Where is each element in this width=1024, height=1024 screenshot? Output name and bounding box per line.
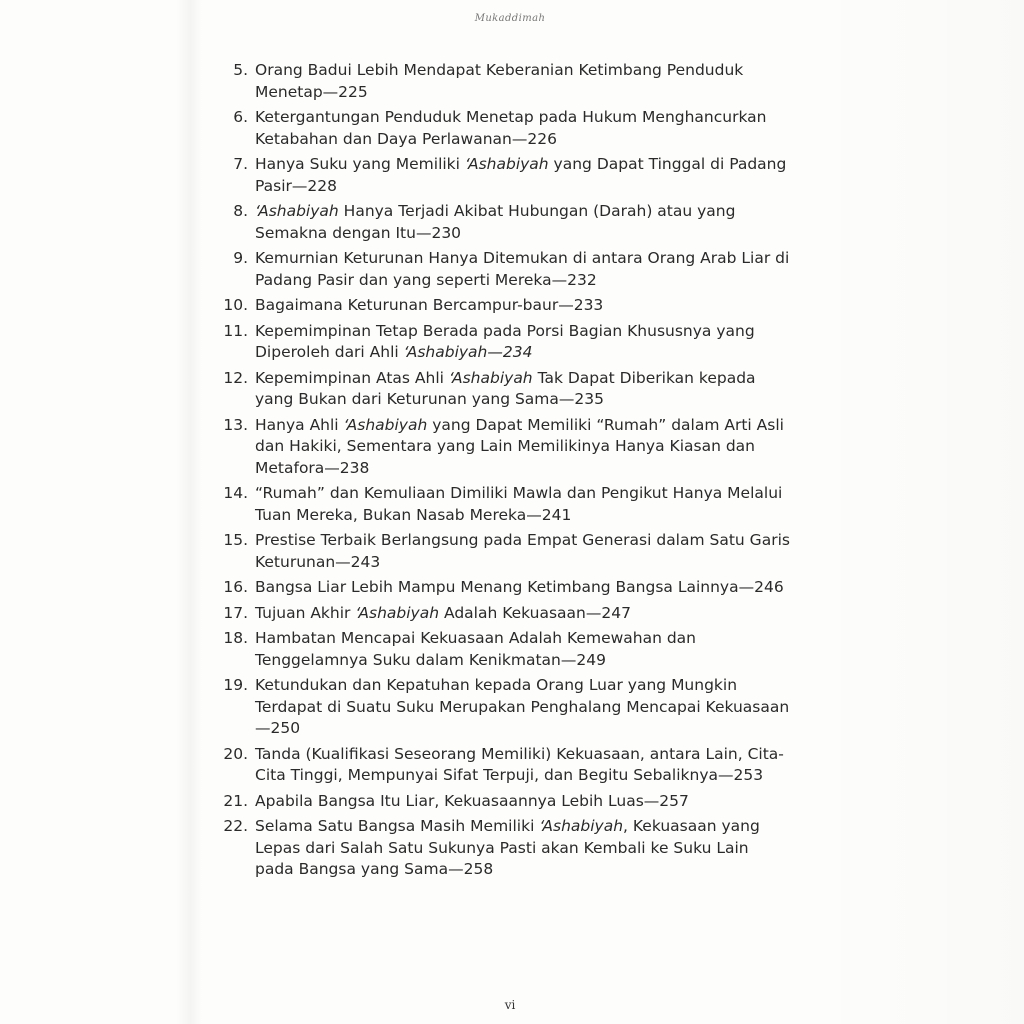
toc-entry: [212, 816, 792, 881]
toc-entry-title: [255, 676, 789, 737]
toc-entry-title: [255, 629, 696, 669]
toc-title-text: Apabila Bangsa Itu Liar, Kekuasaannya Lebih Luas—257: [255, 791, 689, 810]
toc-title-italic-term: ‘Ashabiyah—234: [403, 343, 533, 361]
toc-entry: [212, 154, 792, 197]
toc-entry-number: 16.: [223, 578, 248, 596]
toc-entry-number: 21.: [223, 791, 248, 810]
toc-title-text: Selama Satu Bangsa Masih Memiliki: [255, 817, 540, 835]
toc-entry-title: [255, 792, 689, 810]
toc-entry: [212, 107, 792, 150]
toc-title-text: Hanya Ahli: [255, 415, 344, 434]
toc-entry-title: [255, 61, 743, 101]
toc-entry-number: 10.: [223, 296, 248, 314]
toc-entry-number: 5.: [233, 61, 248, 79]
toc-entry: [212, 483, 792, 526]
toc-title-text: , Kekuasaan yang Lepas dari Salah Satu Sukunya Pasti akan Kembali ke Suku Lain pada Bangsa yang Sama—258: [255, 817, 760, 878]
toc-title-text: Bagaimana Keturunan Bercampur-baur—233: [255, 296, 604, 314]
toc-entry: [212, 60, 792, 103]
toc-entry-title: [255, 817, 760, 878]
toc-entry-number: 7.: [233, 155, 248, 173]
toc-entry-number: 6.: [233, 108, 248, 126]
toc-entry-title: [255, 296, 603, 314]
toc-title-text: Kepemimpinan Atas Ahli: [255, 368, 449, 387]
toc-entry-title: [255, 155, 786, 195]
toc-entry: [212, 248, 792, 291]
toc-entry-number: 22.: [223, 817, 248, 835]
toc-title-text: Bangsa Liar Lebih Mampu Menang Ketimbang Bangsa Lainnya—246: [255, 578, 784, 596]
toc-entry: [212, 675, 792, 740]
toc-entry-title: [255, 484, 782, 524]
toc-title-text: Hanya Suku yang Memiliki: [255, 155, 465, 173]
toc-title-text: Tak Dapat Diberikan kepada yang Bukan dari Keturunan yang Sama—235: [255, 368, 756, 408]
toc-entry: [212, 201, 792, 244]
toc-entry-number: 8.: [233, 202, 248, 220]
toc-entry-title: [255, 202, 735, 242]
toc-entry-title: [255, 108, 767, 148]
toc-entry: [212, 791, 792, 813]
toc-title-text: Ketundukan dan Kepatuhan kepada Orang Luar yang Mungkin Terdapat di Suatu Suku Merupakan Penghalang Mencapai Kekuasaan—250: [255, 676, 790, 737]
toc-entry: [212, 321, 792, 364]
toc-title-text: Orang Badui Lebih Mendapat Keberanian Ketimbang Penduduk Menetap—225: [255, 61, 744, 101]
toc-title-text: yang Dapat Memiliki “Rumah” dalam Arti Asli dan Hakiki, Sementara yang Lain Memilikinya Hanya Kiasan dan Metafora—238: [255, 415, 784, 477]
toc-title-italic-term: ‘Ashabiyah: [464, 155, 549, 173]
toc-entry: [212, 295, 792, 317]
spine-shadow: [176, 0, 202, 1024]
table-of-contents: [212, 60, 792, 885]
toc-entry: [212, 744, 792, 787]
toc-title-text: Tujuan Akhir: [255, 603, 356, 622]
toc-title-text: Kepemimpinan Tetap Berada pada Porsi Bagian Khususnya yang Diperoleh dari Ahli: [255, 321, 755, 361]
running-head: Mukaddimah: [474, 13, 546, 24]
toc-title-italic-term: ‘Ashabiyah: [343, 415, 428, 434]
toc-entry-title: [255, 322, 755, 362]
toc-entry-number: 12.: [223, 368, 248, 387]
page-number: vi: [504, 998, 516, 1012]
toc-title-italic-term: ‘Ashabiyah: [539, 817, 624, 835]
toc-entry: [212, 577, 792, 599]
toc-entry-title: [255, 416, 784, 477]
toc-entry: [212, 368, 792, 411]
toc-title-text: Adalah Kekuasaan—247: [439, 603, 631, 622]
toc-entry-number: 14.: [223, 484, 248, 502]
toc-entry-title: [255, 249, 789, 289]
toc-title-italic-term: ‘Ashabiyah: [448, 368, 533, 387]
toc-title-text: yang Dapat Tinggal di Padang Pasir—228: [255, 155, 787, 195]
toc-title-text: Hanya Terjadi Akibat Hubungan (Darah) atau yang Semakna dengan Itu—230: [255, 202, 736, 242]
toc-title-text: Tanda (Kualifikasi Seseorang Memiliki) Kekuasaan, antara Lain, Cita-Cita Tinggi, Mempunyai Sifat Terpuji, dan Begitu Sebaliknya—253: [255, 744, 784, 784]
toc-title-text: Prestise Terbaik Berlangsung pada Empat Generasi dalam Satu Garis Keturunan—243: [255, 531, 790, 571]
toc-entry-number: 20.: [223, 744, 248, 763]
toc-entry-number: 19.: [223, 676, 248, 694]
toc-entry-title: [255, 531, 790, 571]
toc-title-text: “Rumah” dan Kemuliaan Dimiliki Mawla dan Pengikut Hanya Melalui Tuan Mereka, Bukan Nasab Mereka—241: [255, 484, 783, 524]
toc-entry-title: [255, 604, 631, 622]
toc-entry: [212, 628, 792, 671]
toc-entry-title: [255, 745, 784, 785]
page-edge-shadow: [814, 0, 1024, 1024]
toc-title-text: Ketergantungan Penduduk Menetap pada Hukum Menghancurkan Ketabahan dan Daya Perlawanan—226: [255, 108, 767, 148]
toc-entry: [212, 415, 792, 480]
toc-entry-title: [255, 369, 756, 409]
toc-entry: [212, 530, 792, 573]
toc-entry-number: 15.: [223, 531, 248, 549]
toc-entry-number: 17.: [223, 603, 248, 622]
toc-title-italic-term: ‘Ashabiyah: [355, 603, 440, 622]
toc-title-italic-term: ‘Ashabiyah: [255, 202, 339, 220]
toc-entry-number: 13.: [223, 415, 248, 434]
toc-title-text: Kemurnian Keturunan Hanya Ditemukan di antara Orang Arab Liar di Padang Pasir dan yang seperti Mereka—232: [255, 249, 790, 289]
toc-title-text: Hambatan Mencapai Kekuasaan Adalah Kemewahan dan Tenggelamnya Suku dalam Kenikmatan—249: [255, 629, 697, 669]
toc-entry-number: 18.: [223, 629, 248, 647]
toc-entry-number: 11.: [223, 321, 248, 340]
toc-entry-title: [255, 578, 784, 596]
toc-entry-number: 9.: [233, 249, 248, 267]
toc-entry: [212, 603, 792, 625]
